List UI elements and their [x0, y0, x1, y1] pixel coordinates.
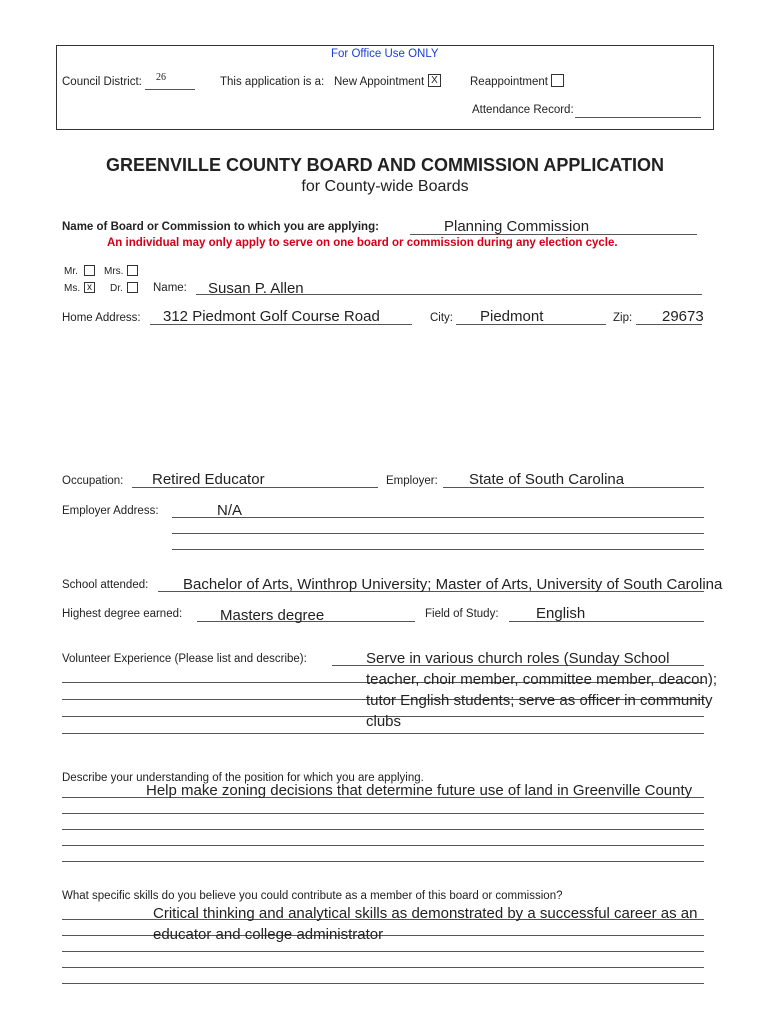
- volunteer-text-line[interactable]: Serve in various church roles (Sunday School: [366, 650, 670, 667]
- dr-checkbox[interactable]: [127, 282, 138, 293]
- degree-value[interactable]: Masters degree: [220, 607, 325, 624]
- application-type-label: This application is a:: [220, 76, 325, 88]
- field-of-study-value[interactable]: English: [536, 605, 586, 622]
- position-label: Describe your understanding of the position for which you are applying.: [62, 772, 424, 784]
- occupation-label: Occupation:: [62, 475, 124, 487]
- reappointment-label: Reappointment: [470, 76, 548, 88]
- ms-checkbox[interactable]: x: [84, 282, 95, 293]
- field-of-study-label: Field of Study:: [425, 608, 499, 620]
- position-line-5: [62, 861, 704, 862]
- mr-label: Mr.: [64, 266, 78, 277]
- page-subtitle: for County-wide Boards: [301, 178, 469, 195]
- occupation-value[interactable]: Retired Educator: [152, 471, 265, 488]
- volunteer-label: Volunteer Experience (Please list and describe):: [62, 653, 307, 665]
- home-address-value[interactable]: 312 Piedmont Golf Course Road: [163, 308, 380, 325]
- employer-address-line-1: [172, 517, 704, 518]
- board-value[interactable]: Planning Commission: [444, 218, 590, 235]
- office-use-heading: For Office Use ONLY: [331, 48, 439, 60]
- attendance-record-label: Attendance Record:: [472, 104, 574, 116]
- skills-line-4: [62, 967, 704, 968]
- skills-line-5: [62, 983, 704, 984]
- city-label: City:: [430, 312, 453, 324]
- school-label: School attended:: [62, 579, 149, 591]
- mr-checkbox[interactable]: [84, 265, 95, 276]
- position-line-4: [62, 845, 704, 846]
- home-address-label: Home Address:: [62, 312, 141, 324]
- page-title: GREENVILLE COUNTY BOARD AND COMMISSION APPLICATION: [105, 155, 665, 175]
- volunteer-line-5: [62, 733, 704, 734]
- new-appointment-label: New Appointment: [334, 76, 425, 88]
- council-district-label: Council District:: [62, 76, 142, 88]
- position-value[interactable]: Help make zoning decisions that determine future use of land in Greenville County: [146, 782, 693, 799]
- employer-value[interactable]: State of South Carolina: [469, 471, 625, 488]
- attendance-record-line[interactable]: [575, 117, 701, 118]
- position-line-3: [62, 829, 704, 830]
- city-value[interactable]: Piedmont: [480, 308, 544, 325]
- name-value[interactable]: Susan P. Allen: [208, 280, 304, 297]
- skills-label: What specific skills do you believe you could contribute as a member of this board or commission?: [62, 890, 563, 902]
- skills-text-line[interactable]: Critical thinking and analytical skills as demonstrated by a successful career as an: [153, 905, 698, 922]
- volunteer-text-line[interactable]: tutor English students; serve as officer in community: [366, 692, 713, 709]
- board-notice: An individual may only apply to serve on one board or commission during any election cycle.: [107, 237, 618, 249]
- employer-label: Employer:: [386, 475, 438, 487]
- skills-line-3: [62, 951, 704, 952]
- skills-text-line[interactable]: educator and college administrator: [153, 926, 384, 943]
- volunteer-text-line[interactable]: clubs: [366, 713, 402, 730]
- volunteer-text-line[interactable]: teacher, choir member, committee member, deacon);: [366, 671, 717, 688]
- school-value[interactable]: Bachelor of Arts, Winthrop University; Master of Arts, University of South Carolina: [183, 576, 723, 593]
- employer-address-value[interactable]: N/A: [217, 502, 243, 519]
- name-label: Name:: [153, 282, 187, 294]
- degree-label: Highest degree earned:: [62, 608, 183, 620]
- ms-label: Ms.: [64, 283, 81, 294]
- council-district-line: [145, 89, 195, 90]
- zip-value[interactable]: 29673: [662, 308, 704, 325]
- employer-address-label: Employer Address:: [62, 505, 159, 517]
- new-appointment-checkbox[interactable]: X: [428, 74, 441, 87]
- mrs-label: Mrs.: [104, 266, 124, 277]
- employer-address-line-3: [172, 549, 704, 550]
- zip-label: Zip:: [613, 312, 633, 324]
- employer-address-line-2: [172, 533, 704, 534]
- reappointment-checkbox[interactable]: [551, 74, 564, 87]
- dr-label: Dr.: [110, 283, 123, 294]
- position-line-2: [62, 813, 704, 814]
- board-label: Name of Board or Commission to which you are applying:: [62, 221, 379, 233]
- mrs-checkbox[interactable]: [127, 265, 138, 276]
- council-district-value[interactable]: 26: [156, 72, 166, 83]
